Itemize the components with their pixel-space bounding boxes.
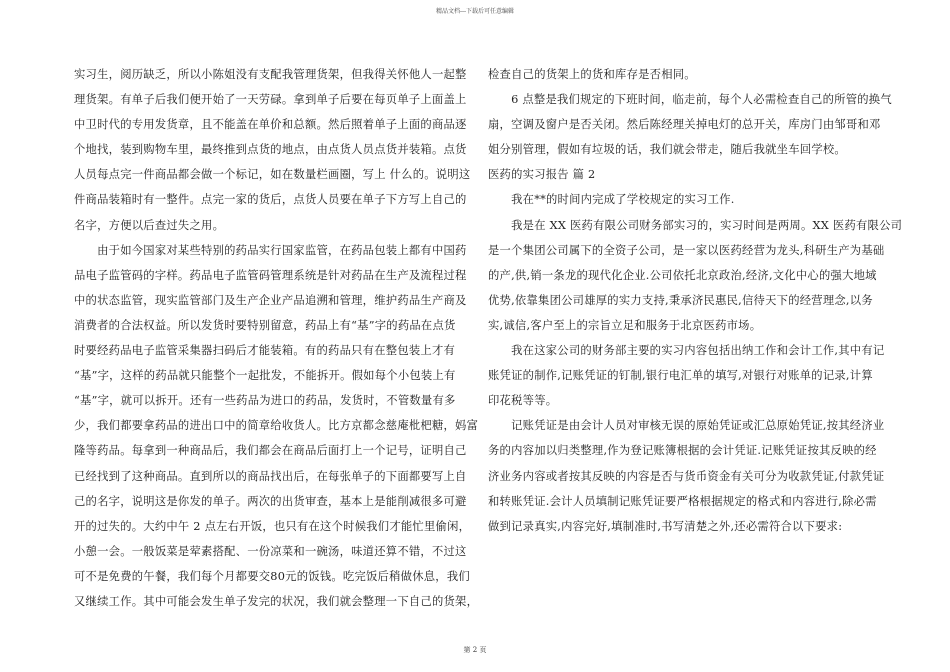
text-line: 6 点整是我们规定的下班时间，临走前，每个人必需检查自己的所管的换气 bbox=[488, 93, 892, 107]
text-line: 记账凭证是由会计人员对审核无误的原始凭证或汇总原始凭证,按其经济业 bbox=[488, 419, 885, 433]
text-line: 医药的实习报告 篇 2 bbox=[488, 168, 596, 182]
text-line: 我在这家公司的财务部主要的实习内容包括出纳工作和会计工作,其中有记 bbox=[488, 344, 885, 358]
text-line: “基”字，就可以拆开。还有一些药品为进口的药品，发货时，不管数量有多 bbox=[74, 394, 456, 408]
text-line: 品电子监管码的字样。药品电子监管码管理系统是针对药品在生产及流程过程 bbox=[74, 268, 467, 282]
text-line: 我在**的时间内完成了学校规定的实习工作. bbox=[488, 193, 735, 207]
text-line: 中的状态监管，现实监管部门及生产企业产品追溯和管理，维护药品生产商及 bbox=[74, 293, 467, 307]
text-line: 账凭证的制作,记账凭证的钉制,银行电汇单的填写,对银行对账单的记录,计算 bbox=[488, 369, 873, 383]
text-line: 个地找，装到购物车里，最终推到点货的地点，由点货人员点货并装箱。点货 bbox=[74, 143, 467, 157]
text-line: 可不是免费的午餐，我们每个月都要交80元的饭钱。吃完饭后稍做休息，我们 bbox=[74, 569, 470, 583]
text-line: 已经找到了这种商品。直到所以的商品找出后，在每张单子的下面都要写上自 bbox=[74, 469, 467, 483]
page-header: 精品文档---下载后可任意编辑 bbox=[435, 8, 515, 15]
text-line: 时要经药品电子监管采集器扫码后才能装箱。有的药品只有在整包装上才有 bbox=[74, 344, 456, 358]
text-line: 优势,依靠集团公司雄厚的实力支持,秉承济民惠民,信待天下的经营理念,以务 bbox=[488, 293, 873, 307]
text-line: 检查自己的货架上的货和库存是否相同。 bbox=[488, 68, 696, 81]
text-line: 做到记录真实,内容完好,填制准时,书写清楚之外,还必需符合以下要求: bbox=[488, 519, 843, 533]
text-line: 济业务内容或者按其反映的内容是否与货币资金有关可分为收款凭证,付款凭证 bbox=[488, 469, 885, 483]
text-line: 消费者的合法权益。所以发货时要特别留意，药品上有“基”字的药品在点货 bbox=[74, 318, 456, 332]
text-line: 名字，方便以后查过失之用。 bbox=[74, 218, 225, 232]
text-line: 又继续工作。其中可能会发生单子发完的状况，我们就会整理一下自己的货架， bbox=[74, 594, 479, 608]
text-line: 的产,供,销一条龙的现代化企业.公司依托北京政治,经济,文化中心的强大地域 bbox=[488, 268, 877, 282]
text-line: 印花税等等。 bbox=[488, 394, 558, 408]
text-line: 实习生，阅历缺乏，所以小陈姐没有支配我管理货架，但我得关怀他人一起整 bbox=[74, 68, 467, 81]
left-column bbox=[74, 62, 479, 614]
text-line: 中卫时代的专用发货章，且不能盖在单价和总额。然后照着单子上面的商品逐 bbox=[74, 118, 467, 132]
page-number: 第 2 页 bbox=[463, 646, 487, 654]
text-line: 扇，空调及窗户是否关闭。然后陈经理关掉电灯的总开关，库房门由邹哥和邓 bbox=[488, 118, 881, 132]
text-line: 开的过失的。大约中午 2 点左右开饭，也只有在这个时候我们才能忙里偷闲， bbox=[74, 519, 471, 533]
text-line: 小憩一会。一般饭菜是荤素搭配、一份凉菜和一碗汤，味道还算不错，不过这 bbox=[74, 544, 467, 558]
text-line: 隆等药品。每拿到一种商品后，我们都会在商品后面打上一个记号，证明自己 bbox=[74, 444, 467, 458]
text-line: “基”字，这样的药品就只能整个一起批发，不能拆开。假如每个小包装上有 bbox=[74, 369, 456, 383]
text-line: 少，我们都要拿药品的进出口中的简章给收货人。比方京都念慈庵枇杷糖，妈富 bbox=[74, 419, 479, 433]
text-line: 务的内容加以归类整理,作为登记账簿根据的会计凭证.记账凭证按其反映的经 bbox=[488, 444, 877, 458]
text-line: 理货架。有单子后我们便开始了一天劳碌。拿到单子后要在每页单子上面盖上 bbox=[74, 93, 467, 107]
text-line: 我是在 XX 医药有限公司财务部实习的，实习时间是两周。XX 医药有限公司 bbox=[488, 218, 903, 232]
text-line: 是一个集团公司属下的全资子公司，是一家以医药经营为龙头,科研生产为基础 bbox=[488, 243, 885, 257]
text-line: 己的名字，说明这是你发的单子。两次的出货审查，基本上是能削减很多可避 bbox=[74, 494, 467, 508]
right-column bbox=[488, 62, 903, 539]
text-line: 人员每点完一件商品都会做一个标记，如在数量栏画圈，写上 什么的。说明这 bbox=[74, 168, 471, 182]
text-line: 实,诚信,客户至上的宗旨立足和服务于北京医药市场。 bbox=[488, 318, 762, 332]
text-line: 姐分别管理，假如有垃圾的话，我们就会带走，随后我就坐车回学校。 bbox=[488, 143, 846, 157]
text-line: 由于如今国家对某些特别的药品实行国家监管，在药品包装上都有中国药 bbox=[74, 243, 467, 257]
text-line: 件商品装箱时有一整件。点完一家的货后，点货人员要在单子下方写上自己的 bbox=[74, 193, 467, 207]
text-line: 和转账凭证.会计人员填制记账凭证要严格根据规定的格式和内容进行,除必需 bbox=[488, 494, 877, 508]
